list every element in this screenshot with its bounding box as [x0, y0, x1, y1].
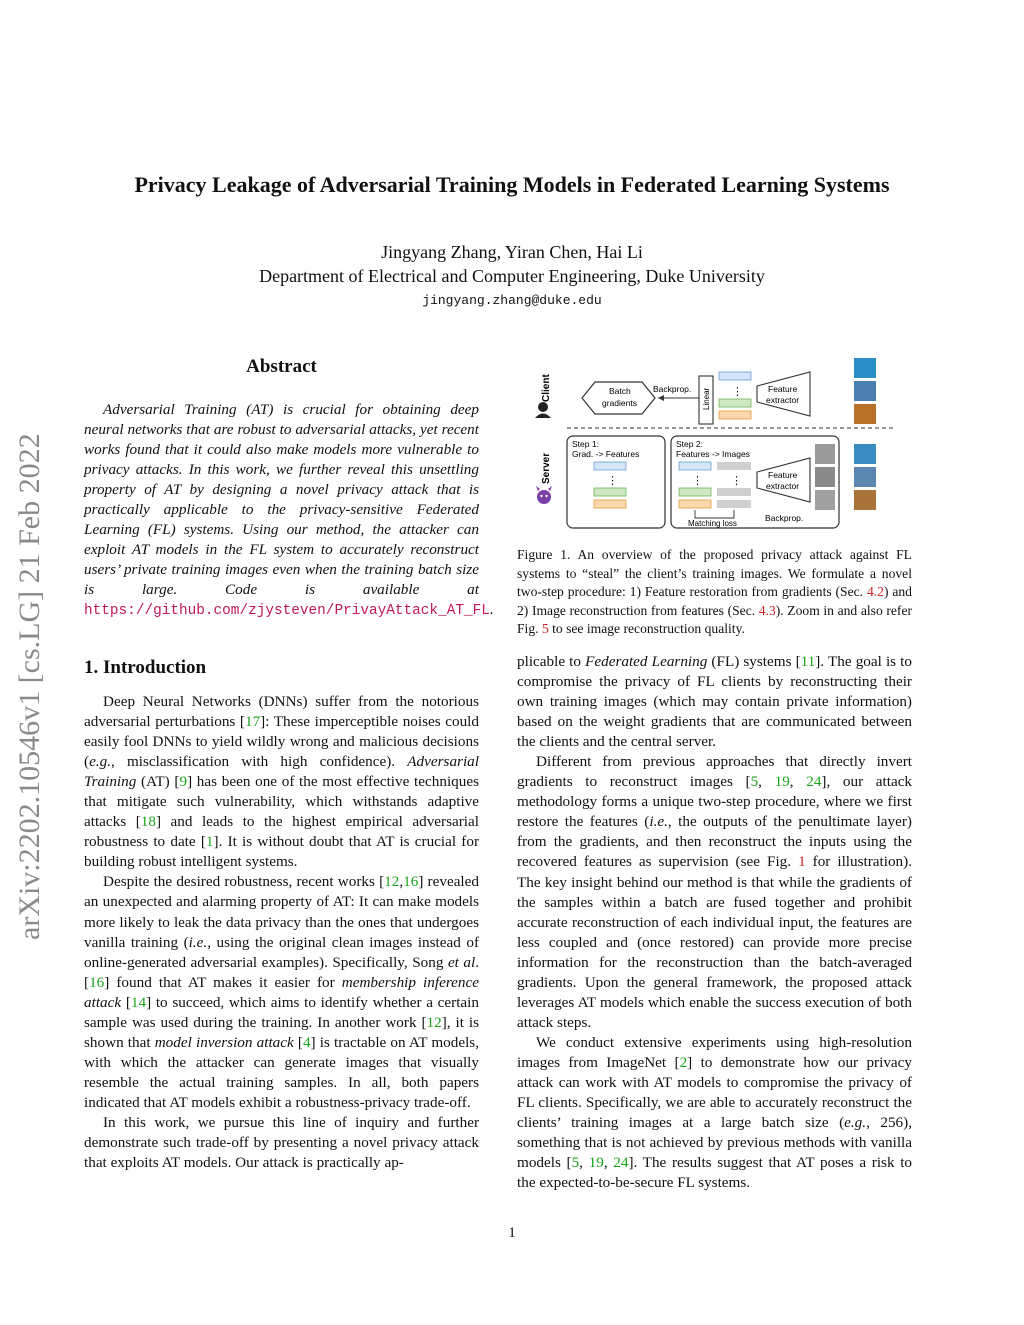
right-column-body [517, 652, 912, 1193]
text-run: , [399, 873, 404, 891]
training-image [854, 404, 876, 424]
text-run: ] to succeed, which aims to identify whether a certain sample was used during the training. In another work [ [84, 993, 479, 1031]
abstract-text: Adversarial Training (AT) is crucial for obtaining deep neural networks that are robust to adversarial attacks, yet recent works found that it could also make models more vulnerable to privacy attacks. In this work, we further reveal this unsettling property of AT by designing a novel privacy attack that is practically applicable to the privacy-sensitive Federated Learning (FL) systems. Using our method, the attacker can exploit AT models in the FL system to accurately reconstruct users’ private training images even when the training batch size is large. Code is available at [84, 401, 479, 599]
section-link[interactable]: 4.3 [758, 602, 776, 618]
citation-link[interactable]: 1 [205, 833, 214, 851]
text-run: ], our attack methodology forms a unique two-step procedure, where we first restore the features ( [517, 773, 913, 831]
text-run: ]. The results suggest that AT poses a risk to the expected-to-be-secure FL systems. [517, 1154, 913, 1192]
dots: ⋮ [731, 475, 742, 487]
text-run: [ [121, 993, 131, 1011]
gradients-label: gradients [602, 398, 637, 408]
text-run: , [579, 1154, 589, 1172]
citation-link[interactable]: 5 [750, 773, 759, 791]
citation-link[interactable]: 14 [130, 993, 147, 1011]
feature-label: Feature [768, 470, 798, 480]
text-run: for illustration). The key insight behind our method is that while the gradients of the samples within a batch are fused together and prohibit accurate reconstruction of each individual input, the features are less coupled and (once restored) can provide more precise information for the reconstruction than the batch-averaged gradients. Upon the general framework, the proposed attack leverages AT models which enable the success execution of both attack steps. [517, 853, 913, 1031]
figure-link[interactable]: 1 [798, 853, 806, 871]
feature-vector-blue [679, 462, 711, 470]
citation-link[interactable]: 2 [679, 1053, 688, 1071]
right-paragraph-0 [517, 652, 912, 752]
backprop-top-label: Backprop. [653, 384, 692, 394]
introduction-body [84, 692, 479, 1173]
text-run: i.e. [188, 933, 208, 951]
paper-title: Privacy Leakage of Adversarial Training Models in Federated Learning Systems [134, 172, 890, 197]
intro-paragraph-2 [84, 872, 479, 1113]
intro-paragraph-3: In this work, we pursue this line of inquiry and further demonstrate such trade-off by presenting a novel privacy attack that exploits AT models. Our attack is practically ap- [84, 1113, 479, 1172]
text-run: ) and 2) Image reconstruction from features (Sec. [517, 584, 912, 618]
citation-link[interactable]: 9 [179, 773, 188, 791]
feature-vector-orange [679, 500, 711, 508]
feature-label: Feature [768, 384, 798, 394]
citation-link[interactable]: 24 [806, 773, 822, 791]
text-run: , the outputs of the penultimate layer) from the gradients, and then reconstruct the inputs using the recovered features as supervision (see Fig. [517, 813, 912, 871]
reconstructed-image [815, 490, 835, 510]
text-run: Deep Neural Networks (DNNs) suffer from the notorious adversarial perturbations [ [84, 693, 479, 731]
text-run: plicable to [517, 653, 586, 670]
devil-icon [536, 486, 552, 504]
abstract-heading: Abstract [246, 356, 317, 377]
citation-link[interactable]: 19 [774, 773, 790, 791]
feature-vector-orange [594, 500, 626, 508]
citation-link[interactable]: 11 [800, 653, 816, 670]
feature-vector-gray [717, 488, 751, 496]
text-run: ] to demonstrate how our privacy attack can work with AT models to compromise the privacy of FL clients. Specifically, we are able to accurately reconstruct the clients’ training images at a large batch size ( [517, 1053, 912, 1132]
text-run: , misclassification with high confidence). [111, 753, 408, 771]
linear-label: Linear [702, 387, 711, 410]
step1-subtitle: Grad. -> Features [572, 449, 640, 459]
text-run: We conduct extensive experiments using high-resolution images from ImageNet [ [517, 1033, 912, 1071]
figure-1-diagram [527, 352, 917, 536]
text-run: . [ [84, 953, 480, 991]
figure-link[interactable]: 5 [541, 621, 549, 636]
dots: ⋮ [607, 475, 618, 487]
text-run: ]: These imperceptible noises could easily fool DNNs to yield wildly wrong and malicious decisions ( [84, 713, 479, 771]
text-run: (AT) [ [136, 773, 180, 791]
step2-title: Step 2: [676, 439, 703, 449]
citation-link[interactable]: 19 [588, 1154, 604, 1172]
server-label: Server [541, 452, 552, 484]
feature-extractor-top [757, 372, 810, 416]
batch-label: Batch [609, 386, 631, 396]
text-run: ] revealed an unexpected and alarming property of AT: It can make models more likely to leak the data privacy than the ones that undergoes vanilla training ( [84, 873, 479, 951]
abstract-body [84, 400, 494, 622]
citation-link[interactable]: 16 [89, 973, 105, 991]
reconstructed-color-image [854, 490, 876, 510]
email: jingyang.zhang@duke.edu [422, 293, 602, 308]
text-run: ], it is shown that [84, 1013, 479, 1051]
feature-vector-blue [719, 372, 751, 380]
client-label: Client [541, 374, 552, 402]
text-run: , [789, 773, 807, 791]
feature-vector-gray [717, 500, 751, 508]
citation-link[interactable]: 12 [384, 873, 400, 891]
text-run: ] found that AT makes it easier for [104, 973, 342, 991]
feature-vector-blue [594, 462, 626, 470]
text-run: ] is tractable on AT models, with which the attacker can generate images that visually resemble the actual training samples. In all, both papers indicated that AT models exhibit a robustness-privacy trade-off. [84, 1033, 480, 1111]
reconstructed-color-image [854, 444, 876, 464]
reconstructed-image [815, 444, 835, 464]
text-run: membership inference attack [84, 973, 479, 1011]
page-number: 1 [508, 1225, 516, 1241]
right-paragraph-2 [517, 1033, 912, 1193]
text-run: i.e. [649, 813, 668, 831]
citation-link[interactable]: 24 [613, 1154, 629, 1172]
abstract-end: . [489, 601, 494, 619]
text-run: , [758, 773, 775, 791]
text-run: ] and leads to the highest empirical adversarial robustness to date [ [84, 813, 479, 851]
training-image [854, 381, 876, 401]
text-run: e.g. [89, 753, 111, 771]
right-paragraph-1 [517, 752, 912, 1033]
extractor-label: extractor [766, 481, 800, 491]
text-run: , 256), something that is not achieved by previous methods with vanilla models [ [517, 1114, 913, 1172]
citation-link[interactable]: 18 [140, 813, 156, 831]
text-run: [ [293, 1033, 303, 1051]
text-run: Figure 1. An overview of the proposed privacy attack against FL systems to “steal” the client’s training images. We formulate a novel two-step procedure: 1) Feature restoration from gradients (Sec. [517, 547, 912, 599]
citation-link[interactable]: 17 [244, 713, 261, 731]
feature-vector-gray [717, 462, 751, 470]
text-run: Despite the desired robustness, recent works [ [103, 873, 385, 891]
introduction-heading: 1. Introduction [84, 657, 207, 678]
section-heading-introduction [84, 657, 479, 679]
text-run: ]. It is without doubt that AT is crucial for building robust intelligent systems. [84, 833, 480, 871]
figure-1-caption [517, 546, 912, 639]
feature-vector-green [719, 399, 751, 407]
text-run: Adversarial Training [84, 753, 479, 791]
section-link[interactable]: 4.2 [866, 584, 884, 599]
text-run: ). Zoom in and also refer Fig. [517, 602, 913, 636]
step1-title: Step 1: [572, 439, 599, 449]
code-link[interactable]: https://github.com/zjysteven/PrivayAttack_AT_FL [84, 603, 490, 620]
text-run: to see image reconstruction quality. [548, 621, 745, 636]
arrow-head [658, 395, 664, 401]
feature-vector-green [679, 488, 711, 496]
citation-link[interactable]: 5 [571, 1154, 580, 1172]
text-run: et al [447, 953, 476, 971]
reconstructed-color-image [854, 467, 876, 487]
text-run: ] has been one of the most effective techniques that mitigate such vulnerability, which withstands adaptive attacks [ [84, 773, 480, 831]
authors: Jingyang Zhang, Yiran Chen, Hai Li [381, 242, 643, 262]
matching-loss-label: Matching loss [688, 519, 737, 528]
text-run: Different from previous approaches that directly invert gradients to reconstruct images [ [517, 753, 912, 791]
citation-link[interactable]: 16 [403, 873, 419, 891]
feature-vector-green [594, 488, 626, 496]
feature-vector-orange [719, 411, 751, 419]
text-run: ]. The goal is to compromise the privacy of FL clients by reconstructing their own training images (which may contain private information) based on the weight gradients that are communicated between the clients and the central server. [517, 653, 912, 751]
affiliation: Department of Electrical and Computer Engineering, Duke University [259, 266, 765, 286]
arxiv-identifier: arXiv:2202.10546v1 [cs.LG] 21 Feb 2022 [13, 433, 46, 940]
citation-link[interactable]: 12 [426, 1013, 442, 1031]
client-icon [535, 402, 551, 418]
text-run: , using the original clean images instead of online-generated adversarial examples). Specifically, Song [84, 933, 480, 971]
extractor-label: extractor [766, 395, 800, 405]
dots: ⋮ [732, 386, 743, 398]
backprop-bottom-label: Backprop. [765, 513, 804, 523]
intro-paragraph-1 [84, 692, 479, 872]
text-run: (FL) systems [ [707, 653, 801, 670]
reconstructed-image [815, 467, 835, 487]
step2-subtitle: Features -> Images [676, 449, 750, 459]
text-run: , [603, 1154, 614, 1172]
citation-link[interactable]: 4 [302, 1033, 311, 1051]
text-run: Federated Learning [585, 653, 708, 670]
training-image [854, 358, 876, 378]
text-run: e.g. [844, 1114, 867, 1132]
text-run: model inversion attack [154, 1033, 294, 1051]
dots: ⋮ [692, 475, 703, 487]
